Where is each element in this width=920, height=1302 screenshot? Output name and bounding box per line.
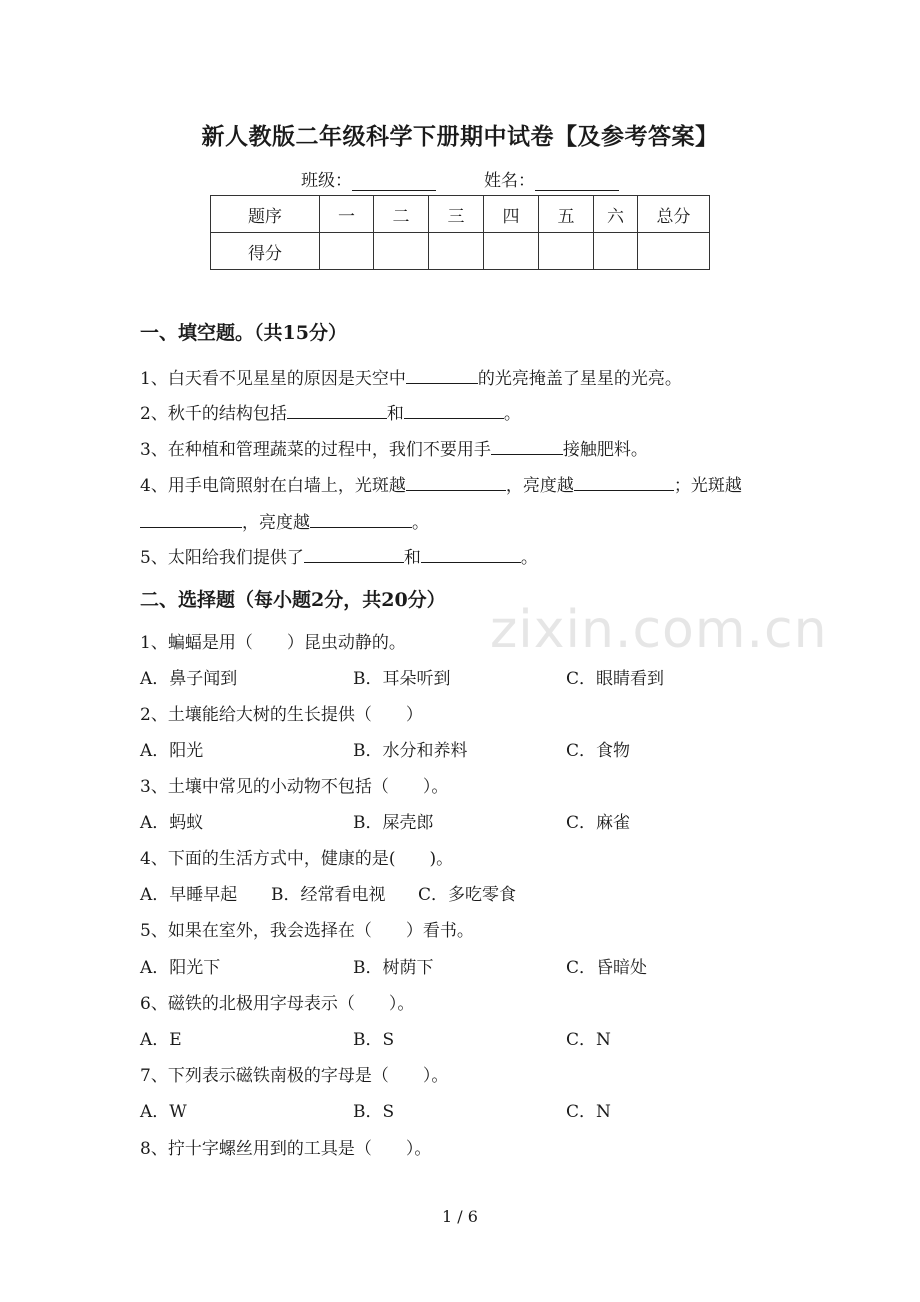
option-a[interactable]: A．蚂蚁 — [140, 813, 204, 833]
choice-question-6: 6、磁铁的北极用字母表示（ ）。 — [140, 994, 415, 1014]
score-value-row — [211, 233, 710, 270]
option-a[interactable]: A．阳光下 — [140, 958, 221, 978]
score-input-cell[interactable] — [594, 233, 638, 270]
score-header-row — [211, 196, 710, 233]
student-info — [0, 166, 920, 191]
page-number: 1 / 6 — [442, 1207, 478, 1226]
option-c[interactable]: C．N — [566, 1030, 611, 1050]
option-b[interactable]: B．屎壳郎 — [353, 813, 434, 833]
option-b[interactable]: B．S — [353, 1030, 395, 1050]
option-a[interactable]: A．鼻子闻到 — [140, 669, 238, 689]
question-text: 。 — [503, 404, 521, 424]
answer-blank[interactable] — [140, 510, 242, 528]
score-table — [210, 195, 710, 270]
answer-blank[interactable] — [304, 545, 404, 563]
option-b[interactable]: B．经常看电视 — [271, 885, 386, 905]
choice-question-3: 3、土壤中常见的小动物不包括（ ）。 — [140, 777, 449, 797]
score-input-cell[interactable] — [374, 233, 429, 270]
choice-question-4: 4、下面的生活方式中，健康的是( )。 — [140, 849, 454, 869]
score-cell: 一 — [320, 196, 374, 233]
option-b[interactable]: B．树荫下 — [353, 958, 434, 978]
choice-question-7: 7、下列表示磁铁南极的字母是（ ）。 — [140, 1066, 449, 1086]
option-a[interactable]: A．W — [140, 1102, 187, 1122]
option-c[interactable]: C．昏暗处 — [566, 958, 648, 978]
question-text: 接触肥料。 — [562, 440, 648, 460]
question-text: 2、秋千的结构包括 — [140, 404, 287, 424]
choice-question-2: 2、土壤能给大树的生长提供（ ） — [140, 705, 423, 725]
class-blank[interactable] — [352, 172, 436, 191]
section-heading-choice: 二、选择题（每小题2分，共20分） — [140, 589, 446, 611]
score-cell: 六 — [594, 196, 638, 233]
section-heading-fill-blank: 一、填空题。（共15分） — [140, 322, 347, 344]
answer-blank[interactable] — [406, 366, 478, 384]
question-text: 和 — [386, 404, 404, 424]
score-cell: 总分 — [638, 196, 710, 233]
choice-question-8: 8、拧十字螺丝用到的工具是（ ）。 — [140, 1139, 432, 1159]
score-cell: 五 — [539, 196, 594, 233]
option-a[interactable]: A．早睡早起 — [140, 885, 238, 905]
question-text: 3、在种植和管理蔬菜的过程中，我们不要用手 — [140, 440, 491, 460]
fill-question-2 — [140, 399, 521, 424]
option-c[interactable]: C．食物 — [566, 741, 631, 761]
question-text: 和 — [403, 548, 421, 568]
fill-question-3 — [140, 435, 648, 460]
class-label: 班级： — [301, 171, 352, 191]
option-c[interactable]: C．多吃零食 — [418, 885, 517, 905]
question-text: 5、太阳给我们提供了 — [140, 548, 304, 568]
score-input-cell[interactable] — [320, 233, 374, 270]
score-cell: 三 — [429, 196, 484, 233]
answer-blank[interactable] — [287, 401, 387, 419]
answer-blank[interactable] — [310, 510, 412, 528]
option-b[interactable]: B．S — [353, 1102, 395, 1122]
page-title: 新人教版二年级科学下册期中试卷【及参考答案】 — [201, 123, 719, 150]
score-input-cell[interactable] — [638, 233, 710, 270]
question-text: ，亮度越 — [242, 513, 310, 533]
answer-blank[interactable] — [574, 473, 674, 491]
watermark: zixin.com.cn — [490, 600, 828, 660]
question-text: ，亮度越 — [505, 476, 574, 496]
fill-question-1 — [140, 364, 682, 389]
score-cell: 得分 — [211, 233, 320, 270]
answer-blank[interactable] — [421, 545, 521, 563]
option-a[interactable]: A．阳光 — [140, 741, 204, 761]
answer-blank[interactable] — [491, 437, 563, 455]
option-c[interactable]: C．麻雀 — [566, 813, 631, 833]
score-input-cell[interactable] — [484, 233, 539, 270]
choice-question-1: 1、蝙蝠是用（ ）昆虫动静的。 — [140, 633, 406, 653]
score-cell: 二 — [374, 196, 429, 233]
score-cell: 四 — [484, 196, 539, 233]
answer-blank[interactable] — [406, 473, 506, 491]
question-text: 的光亮掩盖了星星的光亮。 — [477, 369, 682, 389]
choice-question-5: 5、如果在室外，我会选择在（ ）看书。 — [140, 921, 474, 941]
question-text: ；光斑越 — [673, 476, 742, 496]
question-text: 4、用手电筒照射在白墙上，光斑越 — [140, 476, 406, 496]
option-a[interactable]: A．E — [140, 1030, 182, 1050]
name-blank[interactable] — [535, 172, 619, 191]
option-c[interactable]: C．N — [566, 1102, 611, 1122]
question-text: 。 — [520, 548, 538, 568]
question-text: 1、白天看不见星星的原因是天空中 — [140, 369, 406, 389]
name-label: 姓名： — [484, 171, 535, 191]
option-c[interactable]: C．眼睛看到 — [566, 669, 665, 689]
fill-question-5 — [140, 543, 538, 568]
option-b[interactable]: B．水分和养料 — [353, 741, 468, 761]
score-cell: 题序 — [211, 196, 320, 233]
score-input-cell[interactable] — [429, 233, 484, 270]
answer-blank[interactable] — [404, 401, 504, 419]
score-input-cell[interactable] — [539, 233, 594, 270]
question-text: 。 — [412, 513, 429, 533]
fill-question-4 — [140, 471, 742, 496]
fill-question-4-cont — [140, 508, 429, 533]
option-b[interactable]: B．耳朵听到 — [353, 669, 451, 689]
